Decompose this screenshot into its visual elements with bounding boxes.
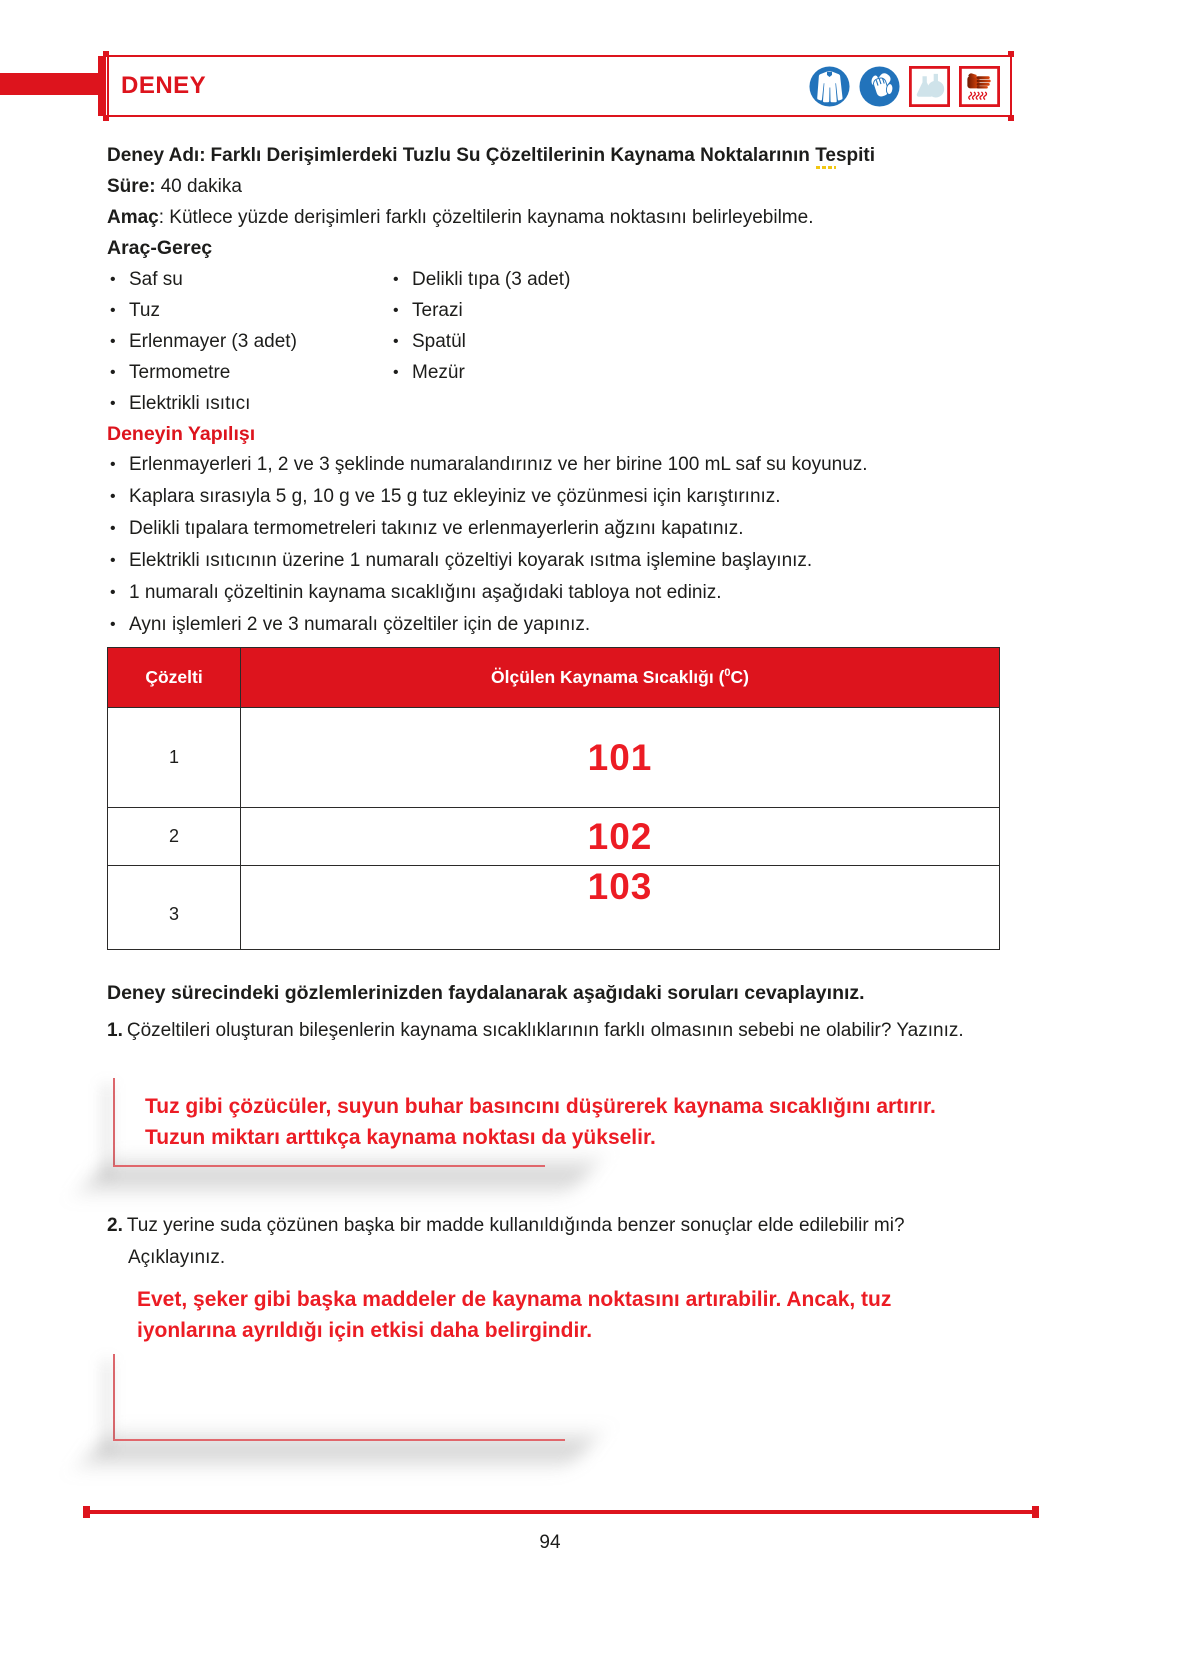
solution-number: 1 (108, 708, 241, 808)
procedure-heading: Deneyin Yapılışı (107, 423, 256, 445)
column-header-solution: Çözelti (108, 648, 241, 708)
list-item: • Delikli tıpa (3 adet) (390, 264, 1012, 295)
procedure-step: • Erlenmayerleri 1, 2 ve 3 şeklinde numaralandırınız ve her birine 100 mL saf su koyunuz. (107, 450, 937, 479)
table-row (108, 708, 1000, 808)
answer-box-shadow (85, 1438, 595, 1462)
materials-right-column (390, 264, 1012, 419)
duration-label: Süre: (107, 176, 156, 197)
questions-intro: Deney sürecindeki gözlemlerinizden faydalanarak aşağıdaki soruları cevaplayınız. (107, 982, 865, 1004)
experiment-name-text: Farklı Derişimlerdeki Tuzlu Su Çözeltilerinin Kaynama Noktalarının (210, 145, 810, 166)
page-number: 94 (539, 1532, 561, 1553)
list-item: • Spatül (390, 326, 1012, 357)
answer-box-1 (113, 1078, 1012, 1166)
answer-box-2-empty (113, 1354, 1012, 1440)
table-row (108, 866, 1000, 950)
footer-rule (85, 1510, 1037, 1514)
experiment-name-marked-word: Tespiti (815, 145, 876, 166)
hot-surface-icon (959, 66, 1000, 107)
procedure-step: • 1 numaralı çözeltinin kaynama sıcaklığını aşağıdaki tabloya not ediniz. (107, 578, 937, 607)
materials-list (107, 264, 1012, 419)
materials-heading: Araç-Gereç (107, 237, 213, 259)
results-table (107, 647, 1000, 950)
list-item: • Termometre (107, 357, 390, 388)
duration-line (107, 171, 1012, 202)
header-corner-dot (103, 115, 109, 121)
procedure-step: • Elektrikli ısıtıcının üzerine 1 numaralı çözeltiyi koyarak ısıtma işlemine başlayınız. (107, 546, 937, 575)
purpose-line (107, 202, 1012, 233)
purpose-label: Amaç (107, 207, 159, 228)
answer-box-shadow (85, 1164, 595, 1188)
question-2-number: 2. (107, 1215, 123, 1236)
protective-gloves-icon (859, 66, 900, 107)
page-title: DENEY (121, 72, 207, 99)
solution-number: 3 (108, 866, 241, 950)
header-corner-dot (1008, 51, 1014, 57)
boiling-point-value: 103 (241, 866, 1000, 950)
question-1 (107, 1016, 1012, 1046)
answer-box-shadow (102, 1084, 112, 1178)
experiment-header (107, 55, 1012, 117)
safety-icons (809, 66, 1000, 107)
answer-1-text: Tuz gibi çözücüler, suyun buhar basıncını düşürerek kaynama sıcaklığını artırır. Tuzun miktarı arttıkça kaynama noktası da yükselir. (145, 1095, 936, 1149)
list-item: • Elektrikli ısıtıcı (107, 388, 390, 419)
experiment-name-line (107, 140, 1012, 171)
experiment-name-label: Deney Adı: (107, 145, 206, 166)
procedure-step: • Delikli tıpalara termometreleri takınız ve erlenmayerlerin ağzını kapatınız. (107, 514, 937, 543)
header-corner-dot (1008, 115, 1014, 121)
header-corner-dot (103, 51, 109, 57)
purpose-text: : Kütlece yüzde derişimleri farklı çözeltilerin kaynama noktasını belirleyebilme. (158, 207, 814, 228)
answer-box-underline (113, 1165, 545, 1168)
list-item: • Tuz (107, 295, 390, 326)
column-header-temperature: Ölçülen Kaynama Sıcaklığı ($^0$C) (241, 648, 1000, 708)
duration-text: 40 dakika (160, 176, 242, 197)
procedure-step: • Kaplara sırasıyla 5 g, 10 g ve 15 g tuz ekleyiniz ve çözünmesi için karıştırınız. (107, 482, 937, 511)
boiling-point-value: 101 (241, 708, 1000, 808)
answer-box-underline (113, 1439, 565, 1442)
answer-box-shadow (102, 1360, 112, 1452)
list-item: • Saf su (107, 264, 390, 295)
procedure-steps (107, 450, 1012, 639)
content-area (107, 140, 1012, 1440)
list-item: • Mezür (390, 357, 1012, 388)
glassware-icon (909, 66, 950, 107)
table-header-row (108, 648, 1000, 708)
answer-2-text: Evet, şeker gibi başka maddeler de kaynama noktasını artırabilir. Ancak, tuz iyonlarına ayrıldığı için etkisi daha belirgindir. (137, 1288, 892, 1342)
question-1-number: 1. (107, 1020, 123, 1041)
header-left-tab (0, 73, 98, 95)
table-row (108, 808, 1000, 866)
materials-left-column (107, 264, 390, 419)
procedure-step: • Aynı işlemleri 2 ve 3 numaralı çözeltiler için de yapınız. (107, 610, 937, 639)
boiling-point-value: 102 (241, 808, 1000, 866)
question-1-text: Çözeltileri oluşturan bileşenlerin kaynama sıcaklıklarının farklı olmasının sebebi ne olabilir? Yazınız. (126, 1020, 964, 1041)
solution-number: 2 (108, 808, 241, 866)
question-2 (107, 1210, 997, 1274)
protective-clothing-icon (809, 66, 850, 107)
question-2-text: Tuz yerine suda çözünen başka bir madde kullanıldığında benzer sonuçlar elde edilebilir mi? Açıklayınız. (126, 1215, 905, 1268)
list-item: • Terazi (390, 295, 1012, 326)
header-vertical-bar (98, 56, 106, 116)
list-item: • Erlenmayer (3 adet) (107, 326, 390, 357)
